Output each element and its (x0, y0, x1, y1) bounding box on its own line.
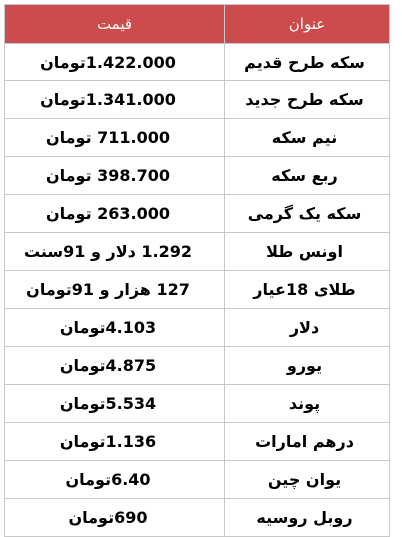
table-row (5, 271, 390, 309)
row-price: 5.534تومان (5, 385, 225, 423)
table-row (5, 423, 390, 461)
row-title: یورو (225, 347, 390, 385)
row-title: سکه طرح جدید (225, 81, 390, 119)
row-price: 1.136تومان (5, 423, 225, 461)
table-row (5, 195, 390, 233)
table-row (5, 347, 390, 385)
row-title: اونس طلا (225, 233, 390, 271)
row-title: دلار (225, 309, 390, 347)
header-price: قیمت (5, 5, 225, 44)
row-price: 4.875تومان (5, 347, 225, 385)
row-title: پوند (225, 385, 390, 423)
row-title: ربع سکه (225, 157, 390, 195)
row-price: 263.000 تومان (5, 195, 225, 233)
row-price: 1.292 دلار و 91سنت (5, 233, 225, 271)
row-title: نیم سکه (225, 119, 390, 157)
price-table (4, 4, 390, 537)
row-price: 6.40تومان (5, 461, 225, 499)
row-price: 398.700 تومان (5, 157, 225, 195)
row-title: یوان چین (225, 461, 390, 499)
table-row (5, 119, 390, 157)
row-title: سکه یک گرمی (225, 195, 390, 233)
row-price: 1.422.000تومان (5, 44, 225, 81)
row-price: 4.103تومان (5, 309, 225, 347)
row-price: 1.341.000تومان (5, 81, 225, 119)
row-title: سکه طرح قدیم (225, 44, 390, 81)
table-row (5, 233, 390, 271)
table-row (5, 461, 390, 499)
row-title: روبل روسیه (225, 499, 390, 537)
table-row (5, 499, 390, 537)
table-row (5, 81, 390, 119)
table-row (5, 309, 390, 347)
row-price: 711.000 تومان (5, 119, 225, 157)
table-row (5, 157, 390, 195)
table-header-row (5, 5, 390, 44)
table-row (5, 385, 390, 423)
header-title: عنوان (225, 5, 390, 44)
table-row (5, 44, 390, 81)
row-price: 127 هزار و 91تومان (5, 271, 225, 309)
row-title: درهم امارات (225, 423, 390, 461)
row-title: طلای 18عیار (225, 271, 390, 309)
row-price: 690تومان (5, 499, 225, 537)
